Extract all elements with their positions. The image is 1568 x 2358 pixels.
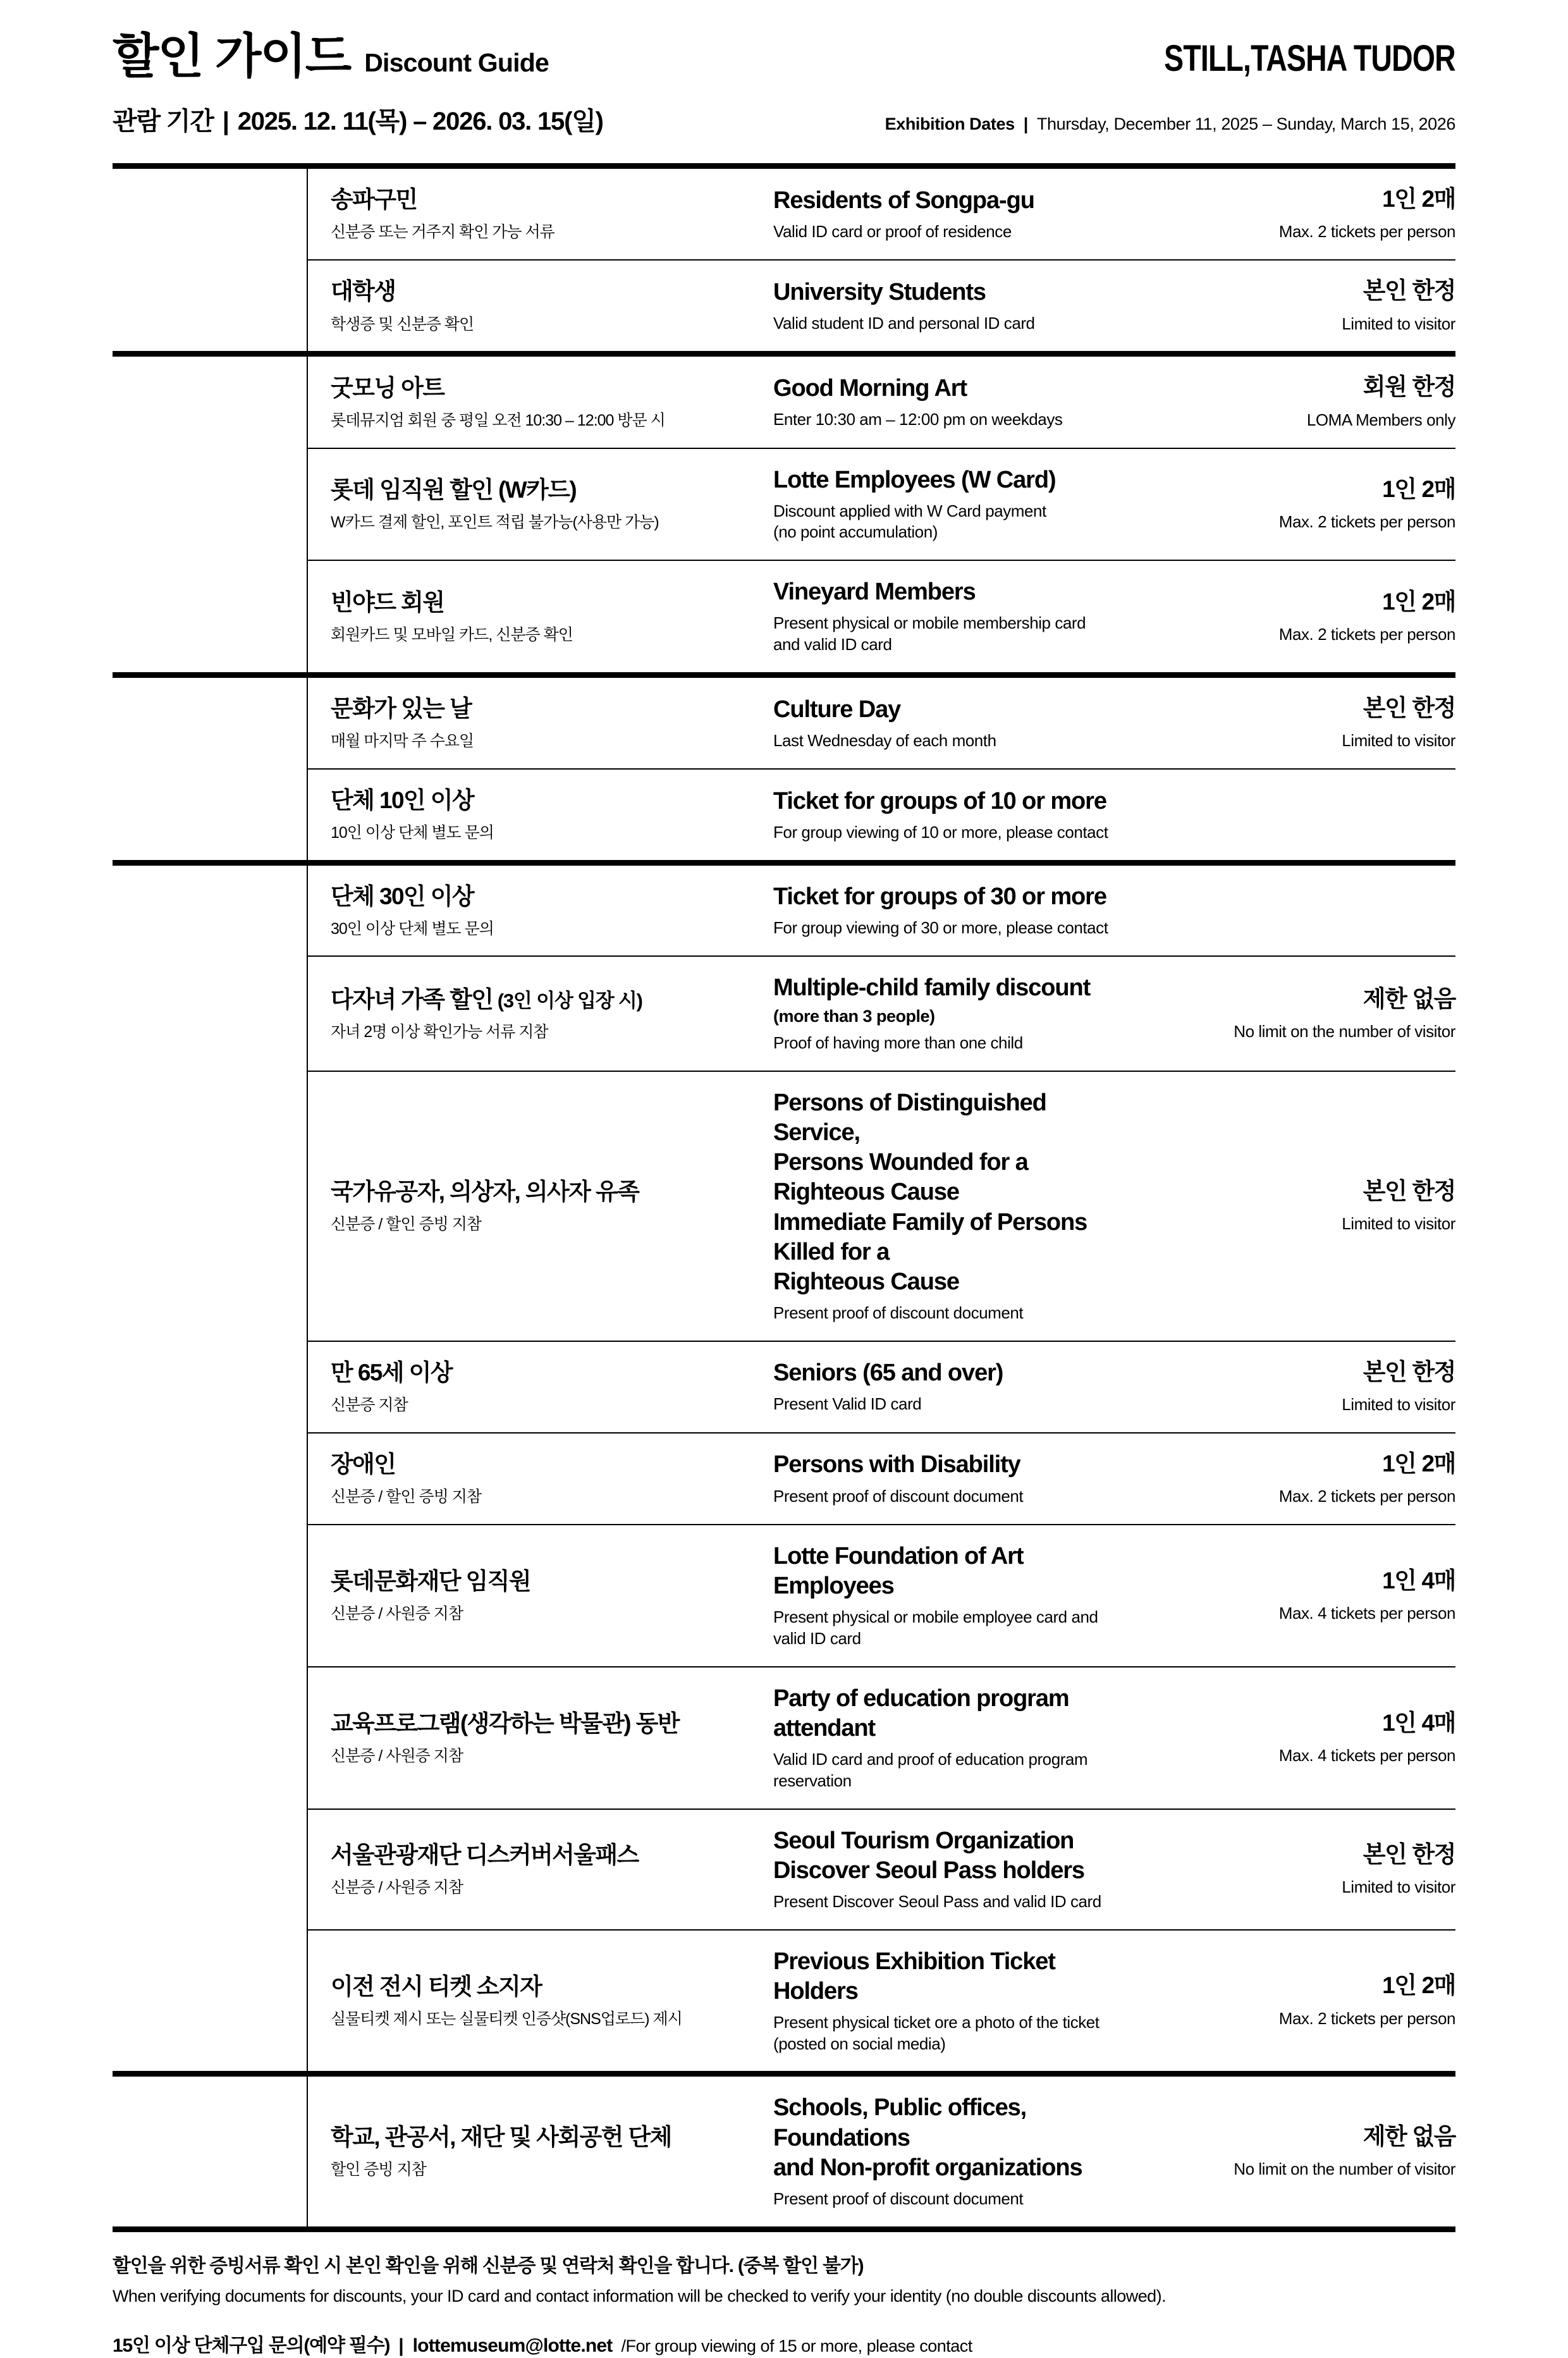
section-divider-rule bbox=[113, 2071, 1455, 2077]
row-subtitle-english: Valid ID card or proof of residence bbox=[773, 221, 1012, 241]
row-subtitle-korean: 자녀 2명 이상 확인가능 서류 지참 bbox=[331, 1023, 548, 1041]
row-korean-column bbox=[331, 882, 773, 940]
row-subtitle-korean: 신분증 / 사원증 지참 bbox=[331, 1878, 463, 1896]
row-limit-english: Max. 2 tickets per person bbox=[1278, 624, 1455, 644]
row-title-korean-main: 서울관광재단 디스커버서울패스 bbox=[331, 1841, 639, 1868]
footer-contact-english: /For group viewing of 15 or more, please contact bbox=[621, 2336, 972, 2355]
footer-contact-row bbox=[113, 2333, 1455, 2358]
row-korean-column bbox=[331, 786, 773, 844]
exhibition-brand-logo: STILL,TASHA TUDOR bbox=[1164, 38, 1455, 79]
row-subtitle-english: Valid student ID and personal ID card bbox=[773, 313, 1035, 333]
row-subtitle-english: Present Discover Seoul Pass and valid ID card bbox=[773, 1891, 1101, 1911]
dates-label-korean: 관람 기간 bbox=[113, 107, 214, 135]
row-title-korean-main: 송파구민 bbox=[331, 187, 417, 213]
row-limit-english: Limited to visitor bbox=[1342, 1877, 1455, 1896]
row-title-korean bbox=[331, 1709, 758, 1738]
table-row bbox=[307, 2077, 1455, 2226]
row-title-korean bbox=[331, 1358, 758, 1387]
row-limit-column bbox=[1139, 1972, 1455, 2029]
row-title-korean bbox=[331, 985, 758, 1014]
row-korean-column bbox=[331, 476, 773, 533]
row-title-korean bbox=[331, 374, 758, 402]
row-limit-english: Limited to visitor bbox=[1342, 1395, 1455, 1415]
row-korean-column bbox=[331, 694, 773, 752]
row-limit-column bbox=[1139, 1567, 1455, 1624]
row-english-column bbox=[773, 1684, 1139, 1792]
row-title-korean bbox=[331, 694, 758, 723]
row-limit-korean: 제한 없음 bbox=[1363, 985, 1455, 1012]
row-title-english: Ticket for groups of 30 or more bbox=[773, 883, 1106, 911]
row-limit-korean: 1인 2매 bbox=[1382, 588, 1455, 615]
table-row bbox=[307, 1666, 1455, 1808]
row-limit-english: No limit on the number of visitor bbox=[1234, 1022, 1455, 1041]
row-english-column bbox=[773, 973, 1139, 1054]
page-footer bbox=[113, 2232, 1455, 2358]
row-title-korean bbox=[331, 1841, 758, 1869]
row-english-column bbox=[773, 1542, 1139, 1650]
row-english-column bbox=[773, 278, 1139, 335]
row-title-korean-main: 교육프로그램(생각하는 박물관) 동반 bbox=[331, 1710, 679, 1736]
row-limit-korean: 1인 4매 bbox=[1382, 1709, 1455, 1736]
row-korean-column bbox=[331, 185, 773, 243]
row-korean-column bbox=[331, 2123, 773, 2180]
row-limit-column bbox=[1139, 277, 1455, 335]
row-title-korean-main: 굿모닝 아트 bbox=[331, 374, 444, 401]
row-title-english: Residents of Songpa-gu bbox=[773, 187, 1034, 214]
table-row bbox=[307, 448, 1455, 560]
row-english-column bbox=[773, 577, 1139, 656]
row-english-column bbox=[773, 1088, 1139, 1324]
row-title-korean-main: 만 65세 이상 bbox=[331, 1359, 452, 1385]
row-limit-english: Max. 2 tickets per person bbox=[1278, 2008, 1455, 2028]
row-title-korean bbox=[331, 2123, 758, 2151]
row-subtitle-english: Discount applied with W Card payment (no point accumulation) bbox=[773, 501, 1046, 542]
row-limit-column bbox=[1139, 476, 1455, 533]
row-subtitle-english: Valid ID card and proof of education program reservation bbox=[773, 1750, 1088, 1790]
row-limit-column bbox=[1139, 373, 1455, 431]
row-title-korean-main: 문화가 있는 날 bbox=[331, 696, 472, 722]
row-limit-column bbox=[1139, 694, 1455, 752]
row-korean-column bbox=[331, 374, 773, 431]
row-title-korean-main: 국가유공자, 의상자, 의사자 유족 bbox=[331, 1179, 639, 1205]
row-limit-column bbox=[1139, 1177, 1455, 1235]
row-title-korean-main: 롯데문화재단 임직원 bbox=[331, 1568, 530, 1595]
row-limit-korean: 1인 2매 bbox=[1382, 186, 1455, 212]
row-title-korean bbox=[331, 882, 758, 911]
row-korean-column bbox=[331, 1972, 773, 2030]
footer-note-korean: 할인을 위한 증빙서류 확인 시 본인 확인을 위해 신분증 및 연락처 확인을 합니다. (중복 할인 불가) bbox=[113, 2255, 864, 2276]
row-limit-english: Limited to visitor bbox=[1342, 1214, 1455, 1234]
row-limit-korean: 회원 한정 bbox=[1363, 374, 1455, 400]
row-title-english: University Students bbox=[773, 278, 986, 305]
discount-row-list bbox=[307, 678, 1455, 860]
table-row bbox=[307, 1524, 1455, 1666]
row-korean-column bbox=[331, 1567, 773, 1624]
table-row bbox=[307, 1432, 1455, 1524]
row-title-korean bbox=[331, 1972, 758, 2001]
row-title-korean bbox=[331, 1450, 758, 1478]
row-subtitle-korean: 실물티켓 제시 또는 실물티켓 인증샷(SNS업로드) 제시 bbox=[331, 2010, 682, 2028]
row-title-english: Seniors (65 and over) bbox=[773, 1360, 1003, 1387]
header-top-row bbox=[113, 0, 1455, 81]
row-subtitle-english: Enter 10:30 am – 12:00 pm on weekdays bbox=[773, 410, 1063, 429]
discount-group-50 bbox=[113, 866, 1455, 2072]
row-title-english: Multiple-child family discount bbox=[773, 974, 1091, 1002]
row-subtitle-korean: 신분증 또는 거주지 확인 가능 서류 bbox=[331, 223, 554, 242]
discount-row-list bbox=[307, 2077, 1455, 2226]
discount-group-20 bbox=[113, 169, 1455, 351]
row-title-korean-main: 대학생 bbox=[331, 278, 396, 305]
row-korean-column bbox=[331, 277, 773, 335]
section-divider-rule bbox=[113, 351, 1455, 357]
row-korean-column bbox=[331, 1709, 773, 1767]
discount-row-list bbox=[307, 169, 1455, 351]
row-title-korean-main: 학교, 관공서, 재단 및 사회공헌 단체 bbox=[331, 2124, 671, 2151]
table-row bbox=[307, 1808, 1455, 1929]
table-row bbox=[307, 955, 1455, 1071]
row-limit-korean: 본인 한정 bbox=[1363, 1177, 1455, 1204]
table-row bbox=[307, 1071, 1455, 1341]
row-limit-english: Limited to visitor bbox=[1342, 314, 1455, 333]
row-title-korean bbox=[331, 786, 758, 814]
row-limit-english: LOMA Members only bbox=[1306, 410, 1455, 429]
row-subtitle-korean: 신분증 / 할인 증빙 지참 bbox=[331, 1215, 482, 1234]
row-limit-english: Max. 2 tickets per person bbox=[1278, 1487, 1455, 1506]
row-subtitle-english: Present proof of discount document bbox=[773, 2189, 1024, 2208]
footer-note-english: When verifying documents for discounts, your ID card and contact information will be checked to verify your identity (no double discounts allowed). bbox=[113, 2287, 1167, 2306]
row-subtitle-english: For group viewing of 30 or more, please contact bbox=[773, 918, 1108, 938]
row-title-english: Good Morning Art bbox=[773, 375, 967, 402]
row-english-column bbox=[773, 1358, 1139, 1415]
dates-value-english: Thursday, December 11, 2025 – Sunday, March 15, 2026 bbox=[1036, 114, 1455, 133]
footer-contact-korean: 15인 이상 단체구입 문의(예약 필수) bbox=[113, 2335, 390, 2356]
row-title-english: Lotte Employees (W Card) bbox=[773, 466, 1056, 493]
row-subtitle-korean: 신분증 지참 bbox=[331, 1396, 408, 1415]
row-subtitle-english: Present proof of discount document bbox=[773, 1486, 1024, 1506]
row-subtitle-korean: 학생증 및 신분증 확인 bbox=[331, 315, 474, 333]
row-korean-column bbox=[331, 1177, 773, 1235]
footer-contact-separator: | bbox=[398, 2335, 404, 2356]
row-subtitle-korean: W카드 결제 할인, 포인트 적립 불가능(사용만 가능) bbox=[331, 513, 659, 532]
row-limit-korean: 1인 2매 bbox=[1382, 476, 1455, 502]
row-subtitle-english: Proof of having more than one child bbox=[773, 1033, 1023, 1053]
page-title-english: Discount Guide bbox=[364, 48, 549, 77]
row-english-column bbox=[773, 695, 1139, 752]
section-divider-rule bbox=[113, 163, 1455, 169]
page-title bbox=[113, 30, 549, 83]
row-korean-column bbox=[331, 1358, 773, 1416]
row-limit-column bbox=[1139, 985, 1455, 1043]
row-limit-english: No limit on the number of visitor bbox=[1234, 2159, 1455, 2179]
row-limit-column bbox=[1139, 2123, 1455, 2180]
row-title-korean bbox=[331, 185, 758, 214]
row-english-column bbox=[773, 1947, 1139, 2055]
row-title-english: Persons of Distinguished Service, Persons Wounded for a Righteous Cause Immediate Family of Persons Killed for a Righteous Cause bbox=[773, 1090, 1087, 1295]
row-subtitle-korean: 신분증 / 사원증 지참 bbox=[331, 1605, 463, 1623]
exhibition-dates-english bbox=[885, 116, 1455, 133]
row-limit-column bbox=[1139, 1841, 1455, 1898]
row-subtitle-korean: 할인 증빙 지참 bbox=[331, 2161, 426, 2179]
row-title-english: Seoul Tourism Organization Discover Seoul Pass holders bbox=[773, 1827, 1084, 1884]
row-subtitle-korean: 매월 마지막 주 수요일 bbox=[331, 732, 474, 751]
table-row bbox=[307, 1929, 1455, 2072]
dates-separator-korean: | bbox=[222, 107, 229, 135]
table-row bbox=[307, 357, 1455, 447]
page-title-korean: 할인 가이드 bbox=[113, 30, 351, 83]
row-title-korean-main: 장애인 bbox=[331, 1451, 396, 1478]
row-english-column bbox=[773, 882, 1139, 939]
table-row bbox=[307, 678, 1455, 768]
row-english-column bbox=[773, 374, 1139, 431]
row-limit-korean: 본인 한정 bbox=[1363, 694, 1455, 721]
row-limit-column bbox=[1139, 1450, 1455, 1508]
row-limit-korean: 본인 한정 bbox=[1363, 278, 1455, 304]
discount-percent-cell bbox=[113, 2077, 307, 2226]
discount-row-list bbox=[307, 357, 1455, 672]
row-title-korean bbox=[331, 588, 758, 617]
section-divider-rule bbox=[113, 672, 1455, 678]
row-limit-korean: 1인 2매 bbox=[1382, 1450, 1455, 1477]
row-title-korean bbox=[331, 476, 758, 504]
row-limit-english: Max. 4 tickets per person bbox=[1278, 1604, 1455, 1623]
row-title-english: Previous Exhibition Ticket Holders bbox=[773, 1948, 1055, 2005]
exhibition-dates-row bbox=[113, 109, 1455, 134]
row-subtitle-english: Present physical ticket ore a photo of the ticket (posted on social media) bbox=[773, 2012, 1099, 2053]
table-row bbox=[307, 169, 1455, 259]
discount-group-30 bbox=[113, 357, 1455, 672]
row-limit-english: Max. 2 tickets per person bbox=[1278, 222, 1455, 242]
row-subtitle-english: Last Wednesday of each month bbox=[773, 730, 996, 750]
section-divider-rule bbox=[113, 860, 1455, 866]
row-english-column bbox=[773, 1450, 1139, 1507]
dates-separator-english: | bbox=[1023, 114, 1028, 133]
row-korean-column bbox=[331, 1450, 773, 1508]
row-limit-korean: 제한 없음 bbox=[1363, 2123, 1455, 2149]
table-row bbox=[307, 560, 1455, 672]
row-english-column bbox=[773, 465, 1139, 544]
row-title-korean bbox=[331, 1177, 758, 1206]
row-subtitle-korean: 30인 이상 단체 별도 문의 bbox=[331, 919, 494, 938]
table-bottom-rule bbox=[113, 2226, 1455, 2232]
row-title-english: Culture Day bbox=[773, 696, 901, 723]
row-subtitle-english: Present proof of discount document bbox=[773, 1303, 1024, 1322]
row-subtitle-korean: 회원카드 및 모바일 카드, 신분증 확인 bbox=[331, 625, 573, 644]
discount-group-60 bbox=[113, 2077, 1455, 2226]
row-title-korean bbox=[331, 1567, 758, 1595]
row-title-korean-main: 롯데 임직원 할인 (W카드) bbox=[331, 477, 577, 503]
row-limit-korean: 1인 2매 bbox=[1382, 1972, 1455, 1999]
row-subtitle-english: Present physical or mobile membership card and valid ID card bbox=[773, 613, 1086, 654]
discount-group-40 bbox=[113, 678, 1455, 860]
dates-value-korean: 2025. 12. 11(목) – 2026. 03. 15(일) bbox=[237, 107, 603, 135]
row-english-column bbox=[773, 2093, 1139, 2209]
row-limit-english: Limited to visitor bbox=[1342, 731, 1455, 751]
row-korean-column bbox=[331, 1841, 773, 1898]
row-limit-column bbox=[1139, 588, 1455, 646]
page-header bbox=[113, 0, 1455, 163]
row-limit-korean: 본인 한정 bbox=[1363, 1841, 1455, 1867]
dates-label-english: Exhibition Dates bbox=[885, 114, 1015, 133]
row-limit-english: Max. 2 tickets per person bbox=[1278, 512, 1455, 532]
discount-percent-cell bbox=[113, 866, 307, 2072]
row-limit-column bbox=[1139, 185, 1455, 243]
row-title-korean-main: 단체 30인 이상 bbox=[331, 883, 474, 909]
row-title-english: Persons with Disability bbox=[773, 1451, 1020, 1478]
row-subtitle-korean: 롯데뮤지엄 회원 중 평일 오전 10:30 – 12:00 방문 시 bbox=[331, 411, 665, 429]
discount-percent-cell bbox=[113, 169, 307, 351]
row-title-korean-parenthetical: (3인 이상 입장 시) bbox=[493, 989, 642, 1012]
row-english-column bbox=[773, 787, 1139, 844]
table-row bbox=[307, 866, 1455, 956]
row-title-korean-main: 단체 10인 이상 bbox=[331, 787, 474, 814]
row-subtitle-english: Present physical or mobile employee card and valid ID card bbox=[773, 1607, 1098, 1649]
row-title-korean bbox=[331, 277, 758, 305]
row-english-column bbox=[773, 186, 1139, 243]
table-row bbox=[307, 768, 1455, 860]
table-row bbox=[307, 259, 1455, 351]
row-limit-english: Max. 4 tickets per person bbox=[1278, 1746, 1455, 1765]
table-row bbox=[307, 1341, 1455, 1432]
row-korean-column bbox=[331, 588, 773, 646]
row-english-column bbox=[773, 1826, 1139, 1913]
discount-percent-cell bbox=[113, 357, 307, 672]
row-title-korean-main: 빈야드 회원 bbox=[331, 589, 444, 615]
row-subtitle-korean: 10인 이상 단체 별도 문의 bbox=[331, 824, 494, 842]
discount-percent-cell bbox=[113, 678, 307, 860]
row-limit-korean: 1인 4매 bbox=[1382, 1567, 1455, 1593]
row-limit-column bbox=[1139, 1709, 1455, 1767]
row-korean-column bbox=[331, 985, 773, 1043]
row-title-korean-main: 이전 전시 티켓 소지자 bbox=[331, 1973, 542, 1999]
row-title-english: Ticket for groups of 10 or more bbox=[773, 787, 1106, 814]
footer-contact-email[interactable]: lottemuseum@lotte.net bbox=[412, 2335, 613, 2356]
row-subtitle-english: Present Valid ID card bbox=[773, 1394, 922, 1414]
row-subtitle-korean: 신분증 / 할인 증빙 지참 bbox=[331, 1488, 482, 1506]
discount-table bbox=[113, 163, 1455, 2232]
exhibition-dates-korean bbox=[113, 109, 603, 134]
row-subtitle-english: For group viewing of 10 or more, please contact bbox=[773, 822, 1108, 842]
row-title-english: Vineyard Members bbox=[773, 579, 976, 606]
row-limit-column bbox=[1139, 1358, 1455, 1416]
row-title-english: Party of education program attendant bbox=[773, 1685, 1069, 1741]
row-title-korean-main: 다자녀 가족 할인 bbox=[331, 986, 493, 1012]
row-english-bold-note: (more than 3 people) bbox=[773, 1006, 935, 1026]
row-title-english: Lotte Foundation of Art Employees bbox=[773, 1543, 1024, 1600]
row-limit-korean: 본인 한정 bbox=[1363, 1358, 1455, 1385]
row-title-english: Schools, Public offices, Foundations and Non-profit organizations bbox=[773, 2094, 1082, 2181]
row-subtitle-korean: 신분증 / 사원증 지참 bbox=[331, 1747, 463, 1765]
discount-row-list bbox=[307, 866, 1455, 2072]
